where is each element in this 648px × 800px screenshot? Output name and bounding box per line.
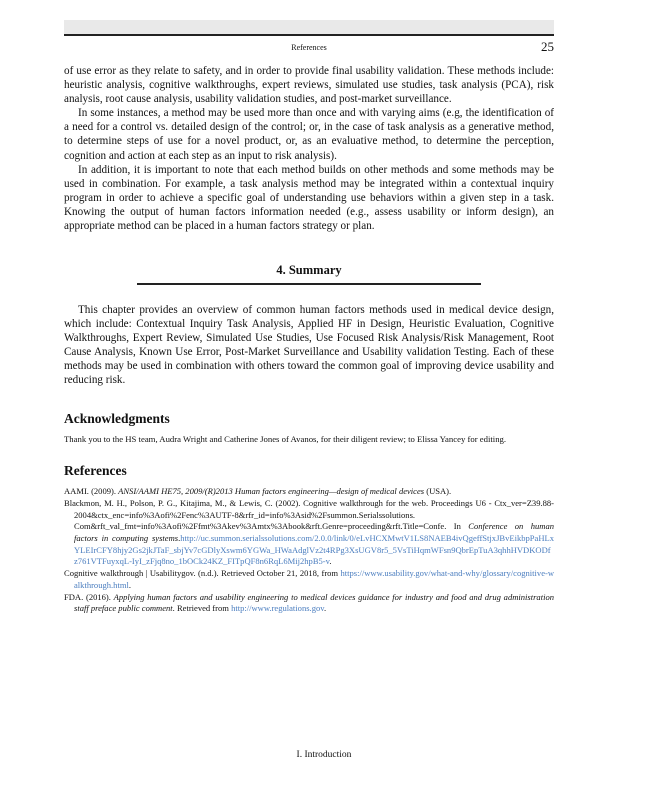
running-header (64, 39, 554, 55)
body-paragraph-3: In addition, it is important to note that each method builds on other methods and some methods may be used in combination. For example, a task analysis method may be integrated within a contextual inquiry program in order to achieve a specific goal of understanding use behaviors within a given step in a task. Knowing the output of human factors information needed (e.g., assess usability or inform design), an appropriate method can be placed in a human factors strategy or plan. (64, 163, 554, 233)
reference-item: AAMI. (2009). ANSI/AAMI HE75, 2009/(R)2013 Human factors engineering—design of medical devices (USA). (64, 486, 452, 497)
summary-paragraph: This chapter provides an overview of common human factors methods used in medical device design, which include: Contextual Inquiry Task Analysis, Applied HF in Design, Heuristic Evaluation, Cognitive Walkthroughs, Expert Review, Simulated Use Studies, Use Focused Risk Analysis/Risk Management, Root Cause Analysis, Known Use Error, Post-Market Surveillance and Usability validation Testing. Each of these methods may be used in combination with others toward the common goal of improving device usability and reducing risk. (64, 303, 554, 387)
references-heading: References (64, 463, 127, 479)
summary-rule (137, 283, 481, 285)
summary-heading: 4. Summary (276, 263, 342, 278)
reference-item: FDA. (2016). Applying human factors and usability engineering to medical devices guidance for industry and food and drug administration staff preface public comment. Retrieved from http://www.regulations.gov. (64, 591, 555, 614)
header-rule (64, 34, 554, 36)
reference-link[interactable]: http://uc.summon.serialssolutions.com/2.0.0/link/0/eLvHCXMwtV1LS8NAEB4ivQgeffStjxJBvEikbpPaHLxYLEIrCFY8hjy2Gs2jkJTaF_sbjYv7cGDlyXswm6YGWa_HWaAdglVz2t4RPg3XsUGV8r5_5VsTiHqmWFsn9QbrEpTuA3qhhHVDKODfz761VTFuyxqL-IyI_zFjq8no_1bOCk24KZ_FITpQF8n6RqL6Mij2hpB5-v (74, 533, 554, 567)
page-footer: I. Introduction (296, 750, 352, 760)
running-section-title: References (291, 43, 327, 52)
summary-heading-block (64, 261, 554, 285)
reference-item: Cognitive walkthrough | Usabilitygov. (n.d.). Retrieved October 21, 2018, from https://www.usability.gov/what-and-why/glossary/cognitive-walkthrough.html. (64, 568, 554, 590)
reference-link[interactable]: https://www.usability.gov/what-and-why/glossary/cognitive-walkthrough.html (74, 568, 554, 590)
acknowledgments-text: Thank you to the HS team, Audra Wright and Catherine Jones of Avanos, for their diligent review; to Elissa Yancey for editing. (64, 434, 507, 445)
reference-link[interactable]: http://www.regulations.gov (231, 603, 324, 614)
acknowledgments-heading: Acknowledgments (64, 411, 170, 427)
body-paragraph-1: of use error as they relate to safety, and in order to provide final usability validation. These methods include: heuristic analysis, cognitive walkthroughs, expert reviews, simulated use studies, task analysis (PCA), risk analysis, root cause analysis, usability validation studies, and post-market surveillance. (64, 65, 554, 106)
page-number: 25 (541, 39, 554, 54)
header-band (64, 20, 554, 34)
page-body (64, 64, 554, 615)
body-paragraph-2: In some instances, a method may be used more than once and with varying aims (e.g, the identification of a need for a control vs. detailed design of the control; or, in the case of task analysis as a generative method, to determine steps of use for a novel product, or, as an evaluative method, to determine the perception, cognition and action at each step as an input to risk analysis). (64, 107, 554, 162)
reference-item: Blackmon, M. H., Polson, P. G., Kitajima, M., & Lewis, C. (2002). Cognitive walkthrough for the web. Proceedings U6 - Ctx_ver=Z39.88-2004&ctx_enc=info%3Aofi%2Fenc%3AUTF-8&rfr_id=info%3Asid%2Fsummon.Serialssolutions. Com&rft_val_fmt=info%3Aofi%2Ffmt%3Akev%3Amtx%3Abook&rft.Genre=proceeding&rft.Title=Confe. In Conference on human factors in computing systems.http://uc.summon.serialssolutions.com/2.0.0/link/0/eLvHCXMwtV1LS8NAEB4ivQgeffStjxJBvEikbpPaHLxYLEIrCFY8hjy2Gs2jkJTaF_sbjYv7cGDlyXswm6YGWa_HWaAdglVz2t4RPg3XsUGV8r5_5VsTiHqmWFsn9QbrEpTuA3qhhHVDKODfz761VTFuyxqL-IyI_zFjq8no_1bOCk24KZ_FITpQF8n6RqL6Mij2hpB5-v. (64, 497, 554, 567)
